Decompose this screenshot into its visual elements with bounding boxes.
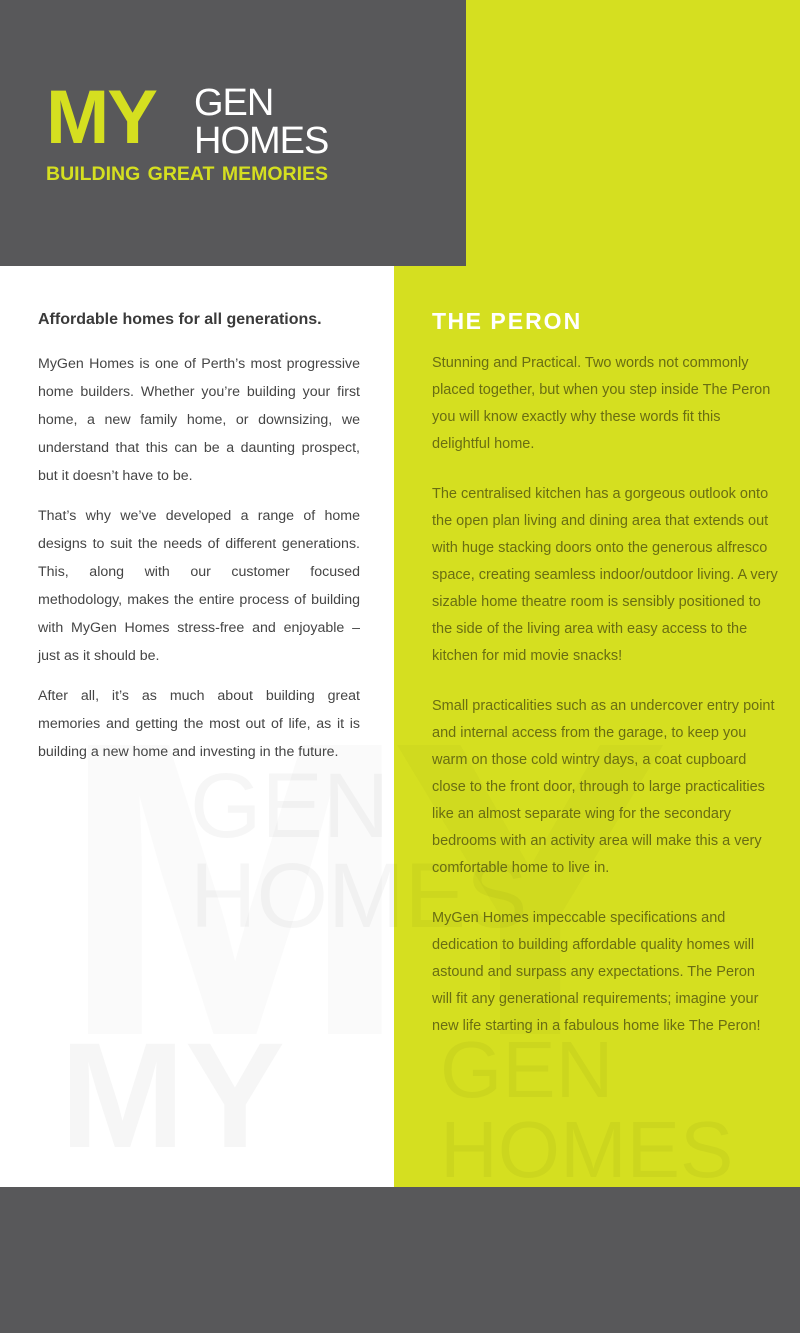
intro-paragraph: That’s why we’ve developed a range of home designs to suit the needs of different generations. This, along with our customer focused methodology, makes the entire process of building with MyGen Homes stress-free and enjoyable – just as it should be.: [38, 508, 360, 664]
intro-heading: Affordable homes for all generations.: [38, 311, 322, 328]
peron-paragraph: Small practicalities such as an undercover entry point and internal access from the garage, to keep you warm on those cold wintry days, a coat cupboard close to the front door, through to large practicalities like an almost separate wing for the secondary bedrooms with an activity area will make this a very comfortable home to live in.: [432, 698, 775, 876]
mygen-homes-logo: [46, 75, 366, 190]
peron-paragraph: MyGen Homes impeccable specifications and dedication to building affordable quality homes will astound and surpass any expectations. The Peron will fit any generational requirements; imagine your new life starting in a fabulous home like The Peron!: [432, 910, 761, 1034]
watermark-logo-my-small: [60, 1020, 285, 1170]
peron-paragraph: The centralised kitchen has a gorgeous outlook onto the open plan living and dining area that extends out with huge stacking doors onto the generous alfresco space, creating seamless indoor/outdoor living. A very sizable home theatre room is sensibly positioned to the side of the living area with easy access to the kitchen for mid movie snacks!: [432, 486, 778, 664]
logo-my: MY: [46, 75, 156, 160]
peron-column: [432, 306, 778, 1063]
logo-homes: HOMES: [194, 120, 329, 162]
logo-tagline: BUILDING GREAT MEMORIES: [46, 163, 329, 185]
peron-paragraph: Stunning and Practical. Two words not commonly placed together, but when you step inside The Peron you will know exactly why these words fit this delightful home.: [432, 355, 771, 452]
header-block: [0, 0, 466, 266]
logo-gen: GEN: [194, 82, 274, 124]
footer-block: [0, 1187, 800, 1333]
intro-paragraph: MyGen Homes is one of Perth’s most progressive home builders. Whether you’re building your first home, a new family home, or downsizing, we understand that this can be a daunting prospect, but it doesn’t have to be.: [38, 356, 360, 484]
peron-title: [432, 306, 778, 336]
peron-title-bold: PERON: [490, 308, 583, 334]
intro-column: [38, 308, 360, 778]
peron-title-prefix: THE: [432, 308, 483, 334]
intro-paragraph: After all, it’s as much about building great memories and getting the most out of life, as it is building a new home and investing in the future.: [38, 688, 360, 760]
